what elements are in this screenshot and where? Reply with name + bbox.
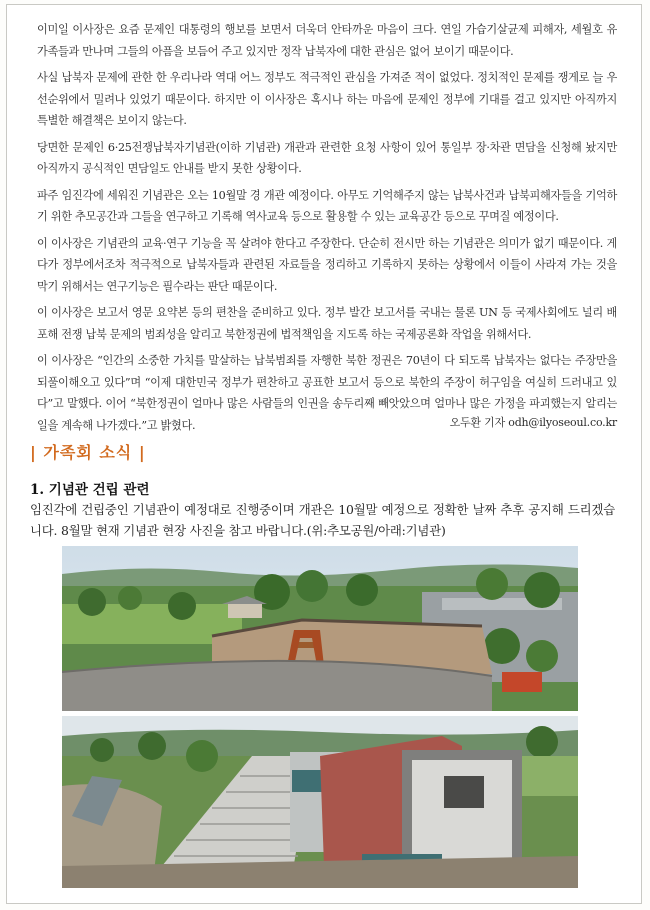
article-paragraph: 이미일 이사장은 요즘 문제인 대통령의 행보를 보면서 더욱더 안타까운 마음이 크다. 연일 가습기살균제 피해자, 세월호 유가족들과 만나며 그들의 아픔을 보듬어 주고 있지만 정작 납북자에 대한 관심은 없어 보이기 때문이다.: [37, 23, 617, 58]
article-paragraph: 이 이사장은 “인간의 소중한 가치를 말살하는 납북범죄를 자행한 북한 정권은 70년이 다 되도록 납북자는 없다는 주장만을 되풀이해오고 있다”며 “이제 대한민국 정부가 편찬하고 공표한 보고서 등으로 북한의 주장이 허구임을 여실히 드러내고 있다”고 말했다. 이어 “북한정권이 얼마나 많은 사람들의 인권을 송두리째 빼앗았으며 얼마나 많은 가정을 파괴했는지 알리는 일을 계속해 나가겠다.”고 밝혔다.: [37, 354, 617, 432]
article-paragraph: 당면한 문제인 6·25전쟁납북자기념관(이하 기념관) 개관과 관련한 요청 사항이 있어 통일부 장·차관 면담을 신청해 놨지만 아직까지 공식적인 면담일도 안내를 받지 못한 상황이다.: [37, 140, 617, 175]
section-tag: | 가족회 소식 |: [30, 443, 146, 462]
article-paragraph: 사실 납북자 문제에 관한 한 우리나라 역대 어느 정부도 적극적인 관심을 가져준 적이 없었다. 정치적인 문제를 쟁게로 늘 우선순위에서 밀려나 있었기 때문이다. 하지만 이 이사장은 혹시나 하는 마음에 문제인 정부에 기대를 걸고 있지만 아직까지 특별한 해결책은 보이지 않는다.: [37, 71, 617, 127]
memorial-park-image: [62, 546, 578, 711]
subheading: 1. 기념관 건립 관련: [30, 482, 150, 498]
memorial-hall-photo: [62, 716, 578, 888]
notice-text: 임진각에 건립중인 기념관이 예정대로 진행중이며 개관은 10월말 예정으로 정확한 날짜 추후 공지해 드리겠습니다. 8월말 현재 기념관 현장 사진을 참고 바랍니다.(위:추모공원/아래:기념관): [30, 502, 615, 538]
byline: 오두환 기자 odh@ilyoseoul.co.kr: [449, 416, 617, 429]
memorial-park-photo: [62, 546, 578, 711]
article-body: [37, 19, 617, 430]
article-paragraph: 파주 임진각에 세워진 기념관은 오는 10월말 경 개관 예정이다. 아무도 기억해주지 않는 납북사건과 납북피해자들을 기억하기 위한 추모공간과 그들을 연구하고 기록해 역사교육 등으로 활용할 수 있는 교육공간 등으로 꾸며질 예정이다.: [37, 188, 617, 223]
article-paragraph: 이 이사장은 기념관의 교육·연구 기능을 꼭 살려야 한다고 주장한다. 단순히 전시만 하는 기념관은 의미가 없기 때문이다. 게다가 정부에서조차 적극적으로 납북자들과 관련된 자료들을 정리하고 기록하지 못하는 상황에서 이들이 사라져 가는 것을 막기 위해서는 연구기능은 필수라는 판단 때문이다.: [37, 236, 617, 293]
article-paragraph: 이 이사장은 보고서 영문 요약본 등의 편찬을 준비하고 있다. 정부 발간 보고서를 국내는 물론 UN 등 국제사회에도 널리 배포해 전쟁 납북 문제의 범죄성을 알리고 북한정권에 법적책임을 지도록 하는 국제공론화 작업을 위해서다.: [37, 306, 617, 341]
memorial-hall-image: [62, 716, 578, 888]
